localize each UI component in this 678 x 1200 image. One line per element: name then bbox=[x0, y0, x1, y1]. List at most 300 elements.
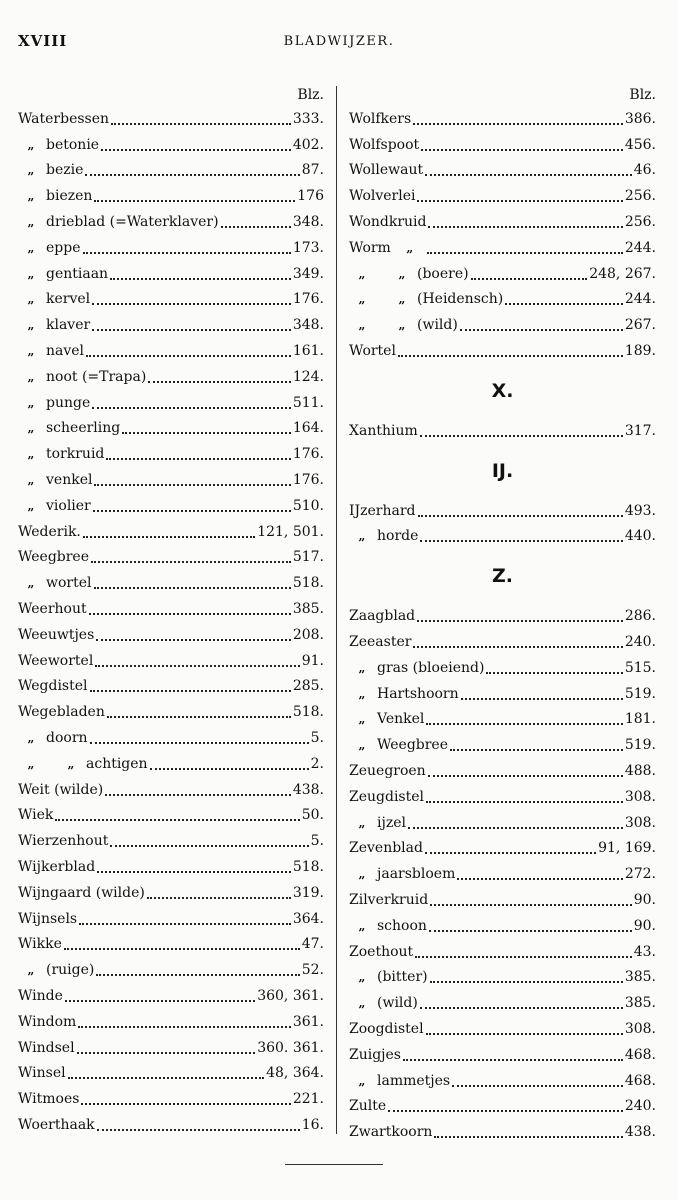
entry-term: (wild) bbox=[417, 317, 458, 334]
index-entry bbox=[349, 939, 656, 965]
footer-rule bbox=[285, 1164, 383, 1165]
entry-term: Zwartkoorn bbox=[349, 1124, 433, 1141]
index-entry bbox=[349, 758, 656, 784]
index-entry bbox=[18, 777, 324, 803]
entry-term: jaarsbloem bbox=[377, 866, 456, 883]
ditto-mark: „ bbox=[358, 1073, 366, 1088]
dot-leader bbox=[79, 923, 291, 925]
index-entry bbox=[349, 1094, 656, 1120]
entry-term: schoon bbox=[377, 917, 427, 934]
index-entry bbox=[349, 1016, 656, 1042]
dot-leader bbox=[450, 749, 623, 751]
dot-leader bbox=[420, 1007, 623, 1009]
entry-term: Weerhout bbox=[18, 601, 87, 618]
index-entry bbox=[349, 338, 656, 364]
entry-page: 240. bbox=[624, 1098, 656, 1115]
dot-leader bbox=[388, 1110, 623, 1112]
ditto-mark: „ bbox=[358, 292, 366, 307]
dot-leader bbox=[92, 407, 291, 409]
entry-page: 91, 169. bbox=[598, 840, 656, 857]
entry-term: Windom bbox=[18, 1013, 77, 1030]
entry-term: gentiaan bbox=[46, 265, 109, 282]
entry-page: 308. bbox=[624, 814, 656, 831]
entry-term: navel bbox=[46, 343, 85, 360]
dot-leader bbox=[64, 948, 300, 950]
entry-term: Woerthaak bbox=[18, 1116, 95, 1133]
index-entry bbox=[18, 519, 324, 545]
entry-term: (boere) bbox=[417, 265, 469, 282]
entry-page: 189. bbox=[624, 343, 656, 360]
index-entry bbox=[349, 132, 656, 158]
index-entry bbox=[349, 524, 656, 550]
blz-label: Blz. bbox=[629, 87, 656, 103]
dot-leader bbox=[65, 1000, 255, 1002]
entry-page: 317. bbox=[624, 422, 656, 439]
ditto-mark: „ bbox=[67, 756, 75, 771]
index-entry bbox=[18, 648, 324, 674]
dot-leader bbox=[111, 123, 291, 125]
dot-leader bbox=[92, 303, 291, 305]
index-entry bbox=[18, 364, 324, 390]
ditto-mark: „ bbox=[358, 686, 366, 701]
entry-page: 510. bbox=[292, 497, 324, 514]
page-header bbox=[0, 32, 678, 54]
entry-term: Venkel bbox=[377, 711, 425, 728]
ditto-mark: „ bbox=[398, 318, 406, 333]
entry-page: 360. 361. bbox=[257, 1039, 324, 1056]
entry-term: lammetjes bbox=[377, 1072, 451, 1089]
entry-term: Weegbree bbox=[377, 737, 449, 754]
entry-page: 402. bbox=[292, 136, 324, 153]
index-entry bbox=[18, 132, 324, 158]
entry-page: 208. bbox=[292, 626, 324, 643]
index-entry bbox=[18, 957, 324, 983]
index-entry bbox=[349, 887, 656, 913]
entry-term: Wolfspoot bbox=[349, 136, 420, 153]
index-entry bbox=[18, 674, 324, 700]
index-entry bbox=[18, 235, 324, 261]
ditto-mark: „ bbox=[27, 344, 35, 359]
ditto-mark: „ bbox=[358, 660, 366, 675]
entry-term: drieblad (=Waterklaver) bbox=[46, 214, 219, 231]
entry-term: Waterbessen bbox=[18, 110, 110, 127]
entry-page: 348. bbox=[292, 317, 324, 334]
index-entry bbox=[18, 596, 324, 622]
dot-leader bbox=[428, 775, 623, 777]
ditto-mark: „ bbox=[406, 240, 414, 255]
ditto-mark: „ bbox=[27, 421, 35, 436]
dot-leader bbox=[92, 329, 291, 331]
entry-page: 90. bbox=[633, 892, 656, 909]
index-entry bbox=[18, 209, 324, 235]
entry-page: 519. bbox=[624, 685, 656, 702]
entry-page: 308. bbox=[624, 1021, 656, 1037]
entry-page: 456. bbox=[624, 136, 656, 153]
dot-leader bbox=[90, 690, 291, 692]
entry-term: Zeuegroen bbox=[349, 763, 426, 780]
entry-page: 386. bbox=[624, 110, 656, 127]
entry-page: 256. bbox=[624, 188, 656, 205]
entry-page: 50. bbox=[301, 807, 324, 824]
entry-page: 272. bbox=[624, 866, 656, 883]
section-heading: Z. bbox=[492, 565, 513, 588]
entry-page: 518. bbox=[292, 575, 324, 592]
dot-leader bbox=[55, 819, 299, 821]
dot-leader bbox=[96, 974, 299, 976]
entry-page: 90. bbox=[633, 917, 656, 934]
index-entry bbox=[18, 570, 324, 596]
ditto-mark: „ bbox=[358, 970, 366, 985]
entry-page: 173. bbox=[292, 239, 324, 256]
dot-leader bbox=[418, 515, 623, 517]
dot-leader bbox=[77, 1052, 256, 1054]
index-entry bbox=[18, 622, 324, 648]
entry-term: Witmoes bbox=[18, 1091, 80, 1108]
index-entry bbox=[18, 699, 324, 725]
index-entry bbox=[349, 707, 656, 733]
index-entry bbox=[349, 732, 656, 758]
index-entry bbox=[349, 784, 656, 810]
dot-leader bbox=[83, 536, 255, 538]
entry-term: horde bbox=[377, 528, 419, 545]
dot-leader bbox=[417, 620, 623, 622]
dot-leader bbox=[420, 435, 623, 437]
index-entry bbox=[349, 861, 656, 887]
entry-term: (wild) bbox=[377, 995, 418, 1012]
entry-term: Wiek bbox=[18, 807, 54, 824]
index-entry bbox=[349, 1042, 656, 1068]
index-entry bbox=[349, 1119, 656, 1145]
index-entry bbox=[349, 810, 656, 836]
dot-leader bbox=[94, 587, 291, 589]
index-entry bbox=[18, 287, 324, 313]
index-entry bbox=[349, 235, 656, 261]
index-entry bbox=[18, 1009, 324, 1035]
index-entry bbox=[18, 545, 324, 571]
entry-page: 333. bbox=[292, 110, 324, 127]
ditto-mark: „ bbox=[27, 756, 35, 771]
section-heading: IJ. bbox=[491, 459, 514, 482]
entry-page: 176. bbox=[292, 472, 324, 489]
dot-leader bbox=[430, 981, 623, 983]
index-entry bbox=[349, 106, 656, 132]
entry-page: 518. bbox=[292, 704, 324, 721]
dot-leader bbox=[428, 226, 622, 228]
dot-leader bbox=[434, 1136, 622, 1138]
entry-term: Wolfkers bbox=[349, 110, 412, 127]
dot-leader bbox=[425, 852, 596, 854]
dot-leader bbox=[95, 665, 299, 667]
index-entry bbox=[18, 828, 324, 854]
dot-leader bbox=[430, 904, 632, 906]
index-entry bbox=[18, 183, 324, 209]
ditto-mark: „ bbox=[27, 292, 35, 307]
blz-label: Blz. bbox=[297, 87, 324, 103]
ditto-mark: „ bbox=[27, 266, 35, 281]
ditto-mark: „ bbox=[358, 867, 366, 882]
entry-term: Weewortel bbox=[18, 652, 94, 669]
entry-page: 348. bbox=[292, 214, 324, 231]
entry-term: (bitter) bbox=[377, 969, 428, 986]
dot-leader bbox=[398, 355, 623, 357]
page-number: XVIII bbox=[18, 32, 68, 50]
ditto-mark: „ bbox=[358, 712, 366, 727]
entry-term: Worm bbox=[349, 239, 391, 256]
entry-term: Wollewaut bbox=[349, 162, 424, 179]
index-entry bbox=[18, 441, 324, 467]
index-entry bbox=[349, 158, 656, 184]
index-entry bbox=[18, 725, 324, 751]
dot-leader bbox=[408, 827, 623, 829]
entry-page: 16. bbox=[301, 1116, 324, 1133]
entry-page: 360, 361. bbox=[257, 987, 324, 1004]
entry-page: 161. bbox=[292, 343, 324, 360]
entry-page: 385. bbox=[624, 995, 656, 1012]
entry-term: betonie bbox=[46, 136, 100, 153]
entry-term: Xanthium bbox=[349, 422, 418, 439]
index-entry bbox=[349, 183, 656, 209]
dot-leader bbox=[221, 226, 291, 228]
ditto-mark: „ bbox=[27, 447, 35, 462]
entry-page: 176. bbox=[292, 446, 324, 463]
dot-leader bbox=[425, 174, 632, 176]
dot-leader bbox=[96, 639, 291, 641]
ditto-mark: „ bbox=[27, 215, 35, 230]
entry-page: 438. bbox=[292, 781, 324, 798]
entry-page: 488. bbox=[624, 763, 656, 780]
index-entry bbox=[349, 209, 656, 235]
dot-leader bbox=[85, 174, 299, 176]
ditto-mark: „ bbox=[358, 529, 366, 544]
index-entry bbox=[349, 498, 656, 524]
index-entry bbox=[18, 932, 324, 958]
index-column-left bbox=[18, 84, 324, 1138]
dot-leader bbox=[426, 723, 622, 725]
entry-term: Wolverlei bbox=[349, 188, 416, 205]
entry-term: IJzerhard bbox=[349, 502, 416, 519]
dot-leader bbox=[403, 1059, 623, 1061]
column-divider bbox=[336, 86, 337, 1134]
index-entry bbox=[18, 983, 324, 1009]
ditto-mark: „ bbox=[27, 137, 35, 152]
entry-term: Wikke bbox=[18, 936, 62, 953]
index-entry bbox=[18, 1112, 324, 1138]
index-entry bbox=[349, 681, 656, 707]
index-entry bbox=[349, 287, 656, 313]
dot-leader bbox=[68, 1077, 265, 1079]
ditto-mark: „ bbox=[27, 240, 35, 255]
dot-leader bbox=[94, 484, 290, 486]
ditto-mark: „ bbox=[398, 266, 406, 281]
entry-term: Zaagblad bbox=[349, 608, 416, 625]
ditto-mark: „ bbox=[27, 576, 35, 591]
entry-term: Zuigjes bbox=[349, 1046, 401, 1063]
dot-leader bbox=[97, 871, 291, 873]
index-entry bbox=[18, 312, 324, 338]
entry-term: noot (=Trapa) bbox=[46, 368, 147, 385]
entry-page: 46. bbox=[633, 162, 656, 179]
dot-leader bbox=[426, 801, 623, 803]
ditto-mark: „ bbox=[358, 266, 366, 281]
index-entry bbox=[18, 158, 324, 184]
index-entry bbox=[18, 467, 324, 493]
entry-page: 52. bbox=[301, 962, 324, 979]
dot-leader bbox=[83, 252, 291, 254]
entry-page: 240. bbox=[624, 634, 656, 651]
entry-term: klaver bbox=[46, 317, 91, 334]
dot-leader bbox=[413, 123, 623, 125]
dot-leader bbox=[90, 742, 309, 744]
index-entry bbox=[18, 803, 324, 829]
dot-leader bbox=[78, 1026, 291, 1028]
entry-term: Wegebladen bbox=[18, 704, 105, 721]
entry-page: 349. bbox=[292, 265, 324, 282]
entry-term: scheerling bbox=[46, 420, 121, 437]
entry-page: 43. bbox=[633, 943, 656, 960]
dot-leader bbox=[110, 278, 291, 280]
dot-leader bbox=[150, 768, 309, 770]
entry-page: 385. bbox=[624, 969, 656, 986]
index-entry bbox=[349, 655, 656, 681]
index-entry bbox=[18, 880, 324, 906]
entry-term: achtigen bbox=[86, 755, 148, 772]
section-heading: X. bbox=[491, 379, 514, 402]
dot-leader bbox=[147, 897, 291, 899]
ditto-mark: „ bbox=[358, 996, 366, 1011]
entry-page: 518. bbox=[292, 859, 324, 875]
entry-page: 91. bbox=[301, 652, 324, 669]
entry-term: Zilverkruid bbox=[349, 892, 429, 909]
entry-term: (ruige) bbox=[46, 962, 95, 979]
entry-page: 308. bbox=[624, 788, 656, 805]
entry-page: 87. bbox=[301, 162, 324, 179]
entry-page: 256. bbox=[624, 214, 656, 231]
entry-page: 468. bbox=[624, 1046, 656, 1063]
dot-leader bbox=[457, 878, 622, 880]
entry-term: Wijnsels bbox=[18, 910, 78, 927]
dot-leader bbox=[122, 432, 291, 434]
index-entry bbox=[18, 854, 324, 880]
entry-term: Wijngaard (wilde) bbox=[18, 884, 145, 901]
ditto-mark: „ bbox=[358, 318, 366, 333]
entry-page: 361. bbox=[292, 1013, 324, 1030]
entry-term: gras (bloeiend) bbox=[377, 659, 485, 676]
entry-page: 2. bbox=[310, 755, 324, 772]
dot-leader bbox=[413, 646, 622, 648]
running-title: BLADWIJZER. bbox=[283, 34, 395, 49]
entry-term: torkruid bbox=[46, 446, 105, 463]
ditto-mark: „ bbox=[358, 738, 366, 753]
index-entry bbox=[18, 1060, 324, 1086]
ditto-mark: „ bbox=[27, 395, 35, 410]
ditto-mark: „ bbox=[398, 292, 406, 307]
entry-term: punge bbox=[46, 394, 91, 411]
entry-term: Zeugdistel bbox=[349, 788, 425, 805]
entry-page: 511. bbox=[292, 394, 324, 411]
dot-leader bbox=[97, 1129, 300, 1131]
entry-term: kervel bbox=[46, 291, 91, 308]
dot-leader bbox=[107, 716, 291, 718]
entry-page: 248, 267. bbox=[589, 265, 656, 282]
dot-leader bbox=[429, 930, 632, 932]
entry-page: 221. bbox=[292, 1091, 324, 1108]
index-entry bbox=[349, 965, 656, 991]
entry-page: 438. bbox=[624, 1124, 656, 1141]
entry-page: 364. bbox=[292, 910, 324, 927]
index-entry bbox=[349, 836, 656, 862]
dot-leader bbox=[415, 956, 632, 958]
entry-term: (Heidensch) bbox=[417, 291, 504, 308]
entry-page: 5. bbox=[310, 833, 324, 850]
entry-term: Zoogdistel bbox=[349, 1021, 424, 1037]
entry-page: 48, 364. bbox=[266, 1065, 324, 1082]
ditto-mark: „ bbox=[27, 473, 35, 488]
index-entry bbox=[18, 1086, 324, 1112]
index-entry bbox=[349, 603, 656, 629]
ditto-mark: „ bbox=[27, 163, 35, 178]
entry-term: Zulte bbox=[349, 1098, 387, 1115]
dot-leader bbox=[420, 540, 622, 542]
ditto-mark: „ bbox=[358, 918, 366, 933]
index-entry bbox=[18, 1035, 324, 1061]
dot-leader bbox=[148, 381, 291, 383]
entry-page: 244. bbox=[624, 291, 656, 308]
entry-page: 176 bbox=[297, 188, 324, 205]
entry-term: Windsel bbox=[18, 1039, 75, 1056]
dot-leader bbox=[421, 149, 623, 151]
entry-page: 121, 501. bbox=[257, 523, 324, 540]
entry-page: 47. bbox=[301, 936, 324, 953]
entry-page: 493. bbox=[624, 502, 656, 519]
ditto-mark: „ bbox=[27, 189, 35, 204]
index-entry bbox=[349, 418, 656, 444]
entry-term: Winde bbox=[18, 987, 63, 1004]
entry-page: 181. bbox=[624, 711, 656, 728]
entry-page: 164. bbox=[292, 420, 324, 437]
index-entry bbox=[349, 312, 656, 338]
dot-leader bbox=[86, 355, 291, 357]
index-entry bbox=[349, 261, 656, 287]
entry-term: Wondkruid bbox=[349, 214, 427, 231]
entry-term: Hartshoorn bbox=[377, 685, 459, 702]
index-entry bbox=[18, 261, 324, 287]
dot-leader bbox=[91, 561, 291, 563]
entry-page: 515. bbox=[624, 659, 656, 676]
entry-term: Zoethout bbox=[349, 943, 414, 960]
dot-leader bbox=[110, 845, 308, 847]
entry-page: 440. bbox=[624, 528, 656, 545]
index-entry bbox=[18, 493, 324, 519]
dot-leader bbox=[460, 329, 623, 331]
ditto-mark: „ bbox=[27, 731, 35, 746]
dot-leader bbox=[89, 613, 291, 615]
entry-page: 385. bbox=[292, 601, 324, 618]
entry-term: bezie bbox=[46, 162, 84, 179]
ditto-mark: „ bbox=[27, 369, 35, 384]
entry-page: 519. bbox=[624, 737, 656, 754]
dot-leader bbox=[426, 1033, 623, 1035]
index-entry bbox=[18, 106, 324, 132]
entry-page: 124. bbox=[292, 368, 324, 385]
entry-term: doorn bbox=[46, 730, 88, 747]
entry-term: Wijkerblad bbox=[18, 859, 96, 875]
dot-leader bbox=[106, 458, 290, 460]
entry-term: venkel bbox=[46, 472, 93, 489]
entry-term: violier bbox=[46, 497, 91, 514]
dot-leader bbox=[461, 698, 623, 700]
entry-page: 517. bbox=[292, 549, 324, 566]
dot-leader bbox=[417, 200, 622, 202]
